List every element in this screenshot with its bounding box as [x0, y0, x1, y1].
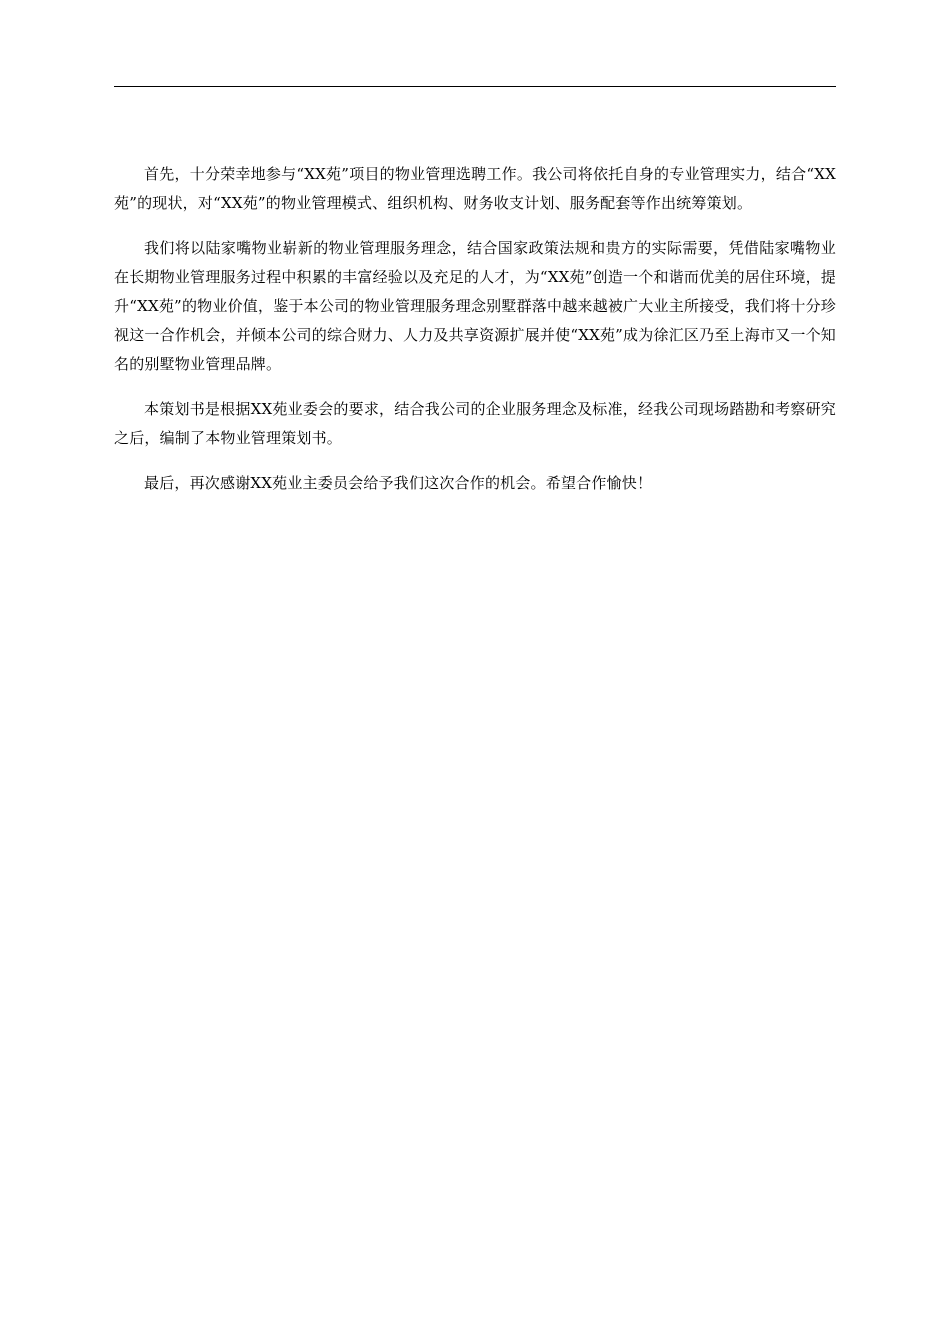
header-rule — [114, 86, 836, 87]
paragraph-closing: 最后，再次感谢XX苑业主委员会给予我们这次合作的机会。希望合作愉快！ — [144, 474, 653, 492]
document-body — [114, 160, 836, 514]
paragraph-plan-basis: 本策划书是根据XX苑业委会的要求，结合我公司的企业服务理念及标准，经我公司现场踏勘和考察研究之后，编制了本物业管理策划书。 — [114, 400, 836, 447]
paragraph-service-concept: 我们将以陆家嘴物业崭新的物业管理服务理念，结合国家政策法规和贵方的实际需要，凭借陆家嘴物业在长期物业管理服务过程中积累的丰富经验以及充足的人才，为“XX苑”创造一个和谐而优美的居住环境，提升“XX苑”的物业价值，鉴于本公司的物业管理服务理念别墅群落中越来越被广大业主所接受，我们将十分珍视这一合作机会，并倾本公司的综合财力、人力及共享资源扩展并使“XX苑”成为徐汇区乃至上海市又一个知名的别墅物业管理品牌。 — [114, 239, 836, 373]
paragraph-intro: 首先，十分荣幸地参与“XX苑”项目的物业管理选聘工作。我公司将依托自身的专业管理实力，结合“XX苑”的现状，对“XX苑”的物业管理模式、组织机构、财务收支计划、服务配套等作出统筹策划。 — [114, 165, 836, 212]
